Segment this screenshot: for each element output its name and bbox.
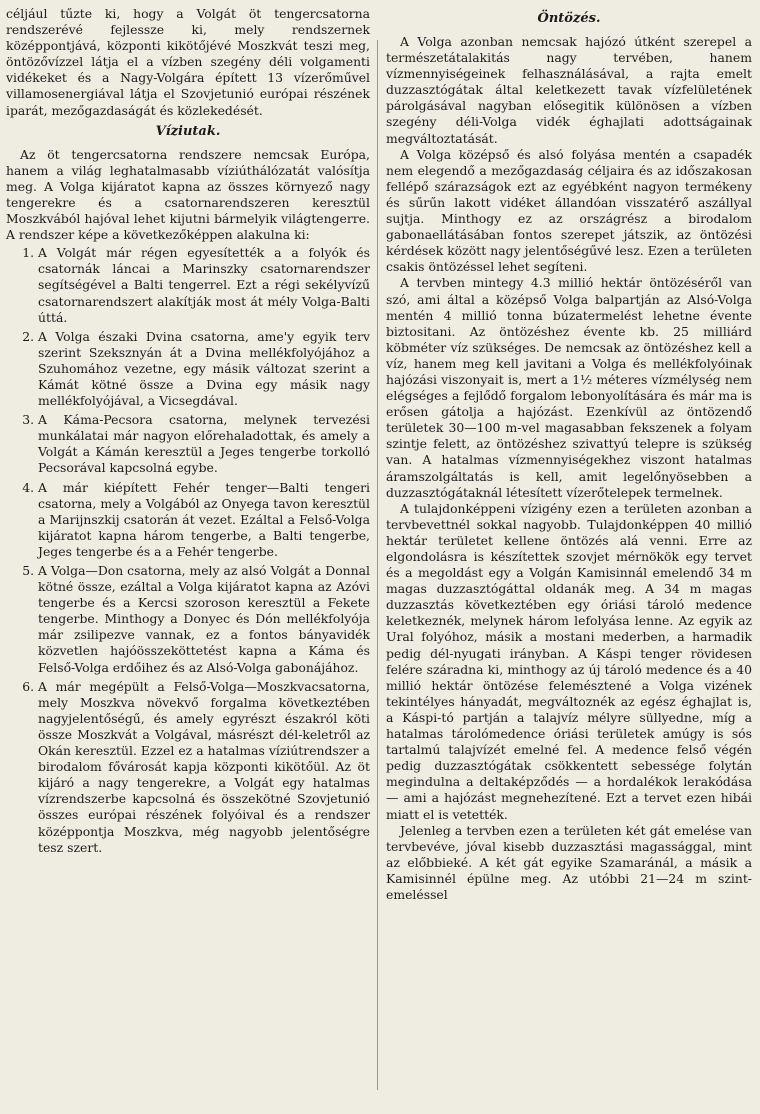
column-divider [377, 40, 378, 1090]
right-column [386, 6, 752, 903]
left-column [6, 6, 370, 859]
irrigation-paragraph: Jelenleg a tervben ezen a területen két gát emelése van tervbevéve, jóval kisebb duzzasztási magassággal, mint az előbbieké. A két gát egyike Szamaránál, a másik a Kamisinnél épülne meg. Az utóbbi 21—24 m szint-emeléssel [386, 822, 752, 902]
waterways-intro-paragraph: Az öt tengercsatorna rendszere nemcsak Európa, hanem a világ leghatalmasabb víziúthálózatát valósítja meg. A Volga kijáratot kapna az összes környező nagy tengerekre és a csatornarendszeren keresztül Moszkvából hajóval lehet kijutni bármelyik világtengerre. A rendszer képe a következőképpen alakulna ki: [6, 146, 370, 243]
irrigation-paragraph: A tulajdonképpeni vízigény ezen a területen azonban a tervbevettnél sokkal nagyobb. Tulajdonképpen 40 millió hektár területet kellene öntözés alá venni. Erre az elgondolásra is készítettek szovjet mérnökök egy tervet és a megoldást egy a Volgán Kamisinnál emelendő 34 m magas duzzasztógáttal oldanák meg. A 34 m magas duzzasztás következtében egy óriási tároló medence keletkeznék, melynek három lefolyása lenne. Az egyik az Ural folyóhoz, másik a mostani mederben, a harmadik pedig dél-nyugati irányban. A Káspi tenger rövidesen felére száradna ki, minthogy az új tároló medence és a 40 millió hektár öntözése felemésztené a Volga vizének tekintélyes hányadát, megváltoznék az egész éghajlat is, a Káspi-tó partján a talajvíz mélyre süllyedne, míg a hatalmas tárolómedence óriási területek amúgy is sós tartalmú talajvízét emelné fel. A medence felső végén pedig duzzasztógátak csökkentett sebessége folytán megindulna a deltaképződés — a hordalékok lerakódása — ami a hajózást megnehezítené. Ezt a tervet ezen hibái miatt el is vetették. [386, 500, 752, 822]
canal-list-item: 3. A Káma-Pecsora csatorna, melynek tervezési munkálatai már nagyon előrehaladottak, és amely a Volgát a Kámán keresztül a Jeges tengerbe torkolló Pecsorával kapcsolná egybe. [38, 412, 370, 476]
canal-list-item: 5. A Volga—Don csatorna, mely az alsó Volgát a Donnal kötné össze, ezáltal a Volga kijáratot kapna az Azóvi tengerbe és a Kercsi szoroson keresztül a Fekete tengerbe. Minthogy a Donyec és Dón mellékfolyója már zsilipezve vannak, ez a fontos bányavidék közvetlen hajóösszeköttetést kapna a Káma és Felső-Volga erdőihez és az Alsó-Volga gabonájához. [38, 563, 370, 676]
section-title-waterways: Víziutak. [155, 123, 221, 139]
canal-list-item: 2. A Volga északi Dvina csatorna, ame'y egyik terv szerint Szeksznyán át a Dvina mellékfolyójához a Szuhomához vezetne, egy másik változat szerint a Kámát kötné össze a Dvina egy másik nagy mellékfolyójával, a Vicsegdával. [38, 329, 370, 409]
irrigation-paragraph: A Volga középső és alsó folyása mentén a csapadék nem elegendő a mezőgazdaság céljaira és az időszakosan fellépő szárazságok ezt az egyébként nagyon termékeny és sűrűn lakott vidéket állandóan visszatérő aszállyal sujtja. Minthogy ez az országrész a birodalom gabonaellátásában fontos szerepet játszik, az öntözési kérdések között nagy jelentőségűvé lesz. Ezen a területen csakis öntözéssel lehet segíteni. [386, 146, 752, 275]
canal-list [6, 245, 370, 855]
canal-list-item: 1. A Volgát már régen egyesítették a a folyók és csatornák láncai a Marinszky csatornarendszer segítségével a Balti tengerrel. Ezt a régi sekélyvízű csatornarendszert alakítják most át mély Volga-Balti úttá. [38, 245, 370, 325]
canal-list-item: 4. A már kiépített Fehér tenger—Balti tengeri csatorna, mely a Volgából az Onyega tavon keresztül a Marijnszkij csatorán át vezet. Ezáltal a Felső-Volga kijáratot kapna három tengerbe, a Balti tengerbe, Jeges tengerbe és a a Fehér tengerbe. [38, 480, 370, 560]
intro-paragraph: céljául tűzte ki, hogy a Volgát öt tengercsatorna rendszerévé fejlessze ki, mely rendszernek középpontjává, központi kikötőjévé Moszkvát teszi meg, öntözővízzel látja el a vízben szegény déli volgamenti vidékeket és a Nagy-Volgára épített 13 vízerőművel villamosenergiával látja el Szovjetunió európai részének iparát, mezőgazdaságát és közlekedését. [6, 6, 370, 118]
section-title-irrigation: Öntözés. [537, 11, 601, 26]
canal-list-item: 6. A már megépült a Felső-Volga—Moszkvacsatorna, mely Moszkva növekvő forgalma következtében nagyjelentőségű, és amely egyrészt északról köti össze Moszkvát a Volgával, másrészt dél-keletről az Okán keresztül. Ezzel ez a hatalmas víziútrendszer a birodalom fővárosát kapja központi kikötőül. Az öt kijáró a nagy tengerekre, a Volgát egy hatalmas vízrendszerbe kapcsolná és összekötné Szovjetunió összes európai részének folyóival és a rendszer középpontja Moszkva, még nagyobb jelentőségre tesz szert. [38, 679, 370, 856]
irrigation-paragraph: A Volga azonban nemcsak hajózó útként szerepel a természetátalakitás nagy tervében, hanem vízmennyiségeinek felhasználásával, a rajta emelt duzzasztógátak által keletkezett tavak vízfelületének párolgásával nagyban elősegitik különösen a vízben szegény déli-Volga vidék éghajlati adottságainak megváltoztatását. [386, 34, 752, 146]
irrigation-paragraph: A tervben mintegy 4.3 millió hektár öntözéséről van szó, ami által a középső Volga balpartján az Alsó-Volga mentén 4 millió tonna búzatermelést lehetne évente biztositani. Az öntözéshez évente kb. 25 milliárd köbméter víz szükséges. De nemcsak az öntözéshez kell a víz, hanem meg kell javitani a Volga és mellékfolyóinak hajózási viszonyait is, mert a 1½ méteres vízmélység nem elégséges a fejlődő forgalom lebonyolítására és már ma is erősen gátolja a hajózást. Ezenkívül az öntözendő területek 30—100 m-vel magasabban fekszenek a folyam szintje felett, az öntözéshez szivattyú telepre is szükség van. A hatalmas vízmennyiségekhez viszont hatalmas áramszolgáltatás is kell, amit legelőnyösebben a duzzasztógátaknál létesített vízerőtelepek termelnek. [386, 275, 752, 500]
